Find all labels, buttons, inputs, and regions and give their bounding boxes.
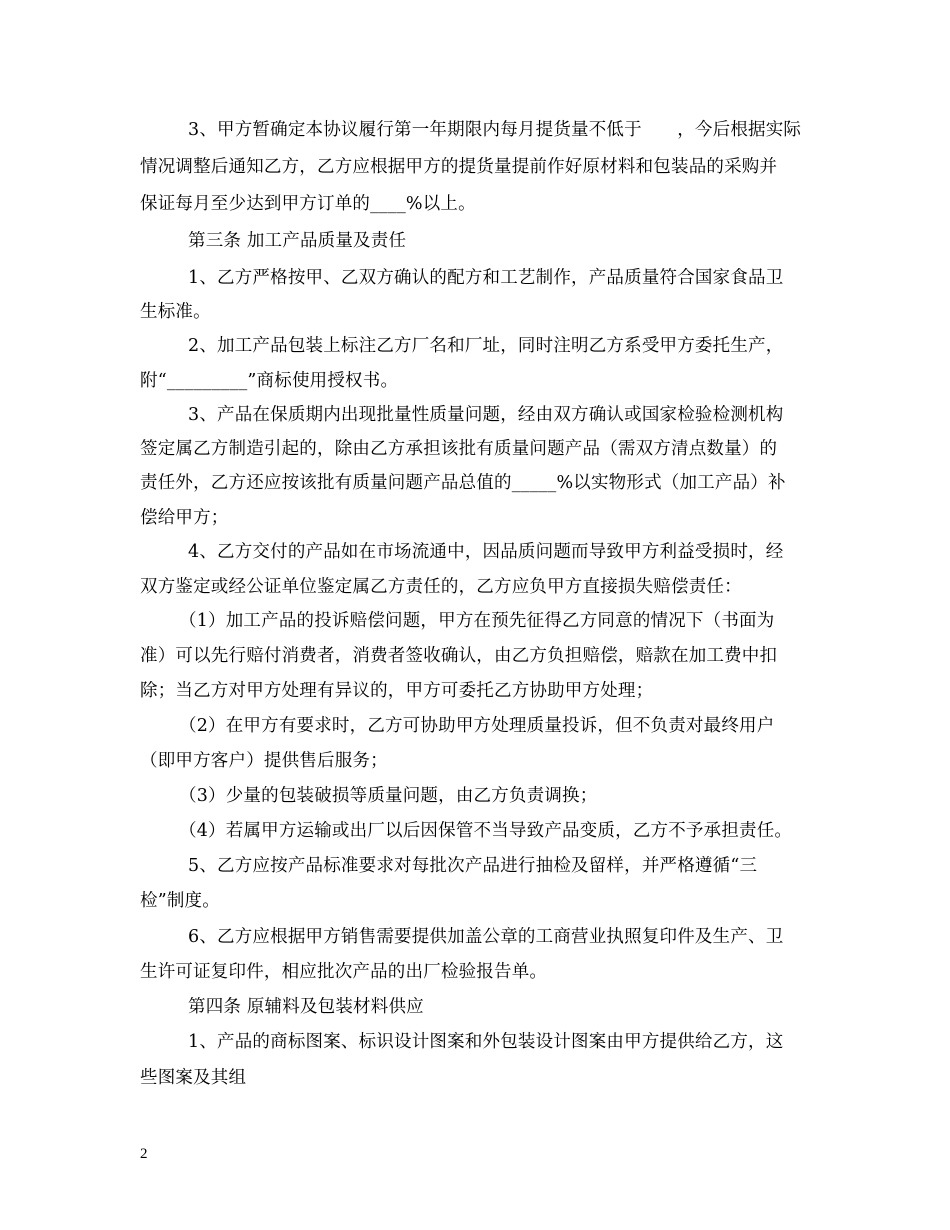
text-line: 2、加工产品包装上标注乙方厂名和厂址，同时注明乙方系受甲方委托生产， bbox=[188, 336, 784, 356]
text-line: 签定属乙方制造引起的，除由乙方承担该批有质量问题产品（需双方清点数量）的 bbox=[140, 439, 778, 459]
text-line: 准）可以先行赔付消费者，消费者签收确认，由乙方负担赔偿，赔款在加工费中扣 bbox=[140, 646, 778, 666]
text-line: 除；当乙方对甲方处理有异议的，甲方可委托乙方协助甲方处理； bbox=[140, 681, 654, 701]
text-line: 情况调整后通知乙方，乙方应根据甲方的提货量提前作好原材料和包装品的采购并 bbox=[140, 157, 778, 177]
text-line: 3、产品在保质期内出现批量性质量问题，经由双方确认或国家检验检测机构 bbox=[188, 405, 784, 425]
text-line: 责任外，乙方还应按该批有质量问题产品总值的_____%以实物形式（加工产品）补 bbox=[140, 473, 786, 493]
text-line: （2）在甲方有要求时，乙方可协助甲方处理质量投诉，但不负责对最终用户 bbox=[179, 716, 775, 736]
text-line: 6、乙方应根据甲方销售需要提供加盖公章的工商营业执照复印件及生产、卫 bbox=[188, 927, 784, 947]
text-line: 检”制度。 bbox=[140, 891, 220, 911]
text-line: 5、乙方应按产品标准要求对每批次产品进行抽检及留样，并严格遵循“三 bbox=[188, 856, 758, 876]
text-line: 偿给甲方； bbox=[140, 508, 229, 528]
text-line: （即甲方客户）提供售后服务； bbox=[140, 751, 388, 771]
text-line: （3）少量的包装破损等质量问题，由乙方负责调换； bbox=[179, 786, 598, 806]
text-line: 生许可证复印件，相应批次产品的出厂检验报告单。 bbox=[140, 962, 548, 982]
text-line: 附“_________”商标使用授权书。 bbox=[140, 371, 399, 391]
text-line: （1）加工产品的投诉赔偿问题，甲方在预先征得乙方同意的情况下（书面为 bbox=[179, 611, 775, 631]
text-line: 4、乙方交付的产品如在市场流通中，因品质问题而导致甲方利益受损时，经 bbox=[188, 542, 784, 562]
section-heading: 第四条 原辅料及包装材料供应 bbox=[188, 997, 424, 1017]
text-line: （4）若属甲方运输或出厂以后因保管不当导致产品变质，乙方不予承担责任。 bbox=[179, 821, 793, 841]
text-line: 1、乙方严格按甲、乙双方确认的配方和工艺制作，产品质量符合国家食品卫 bbox=[188, 268, 784, 288]
text-line: 些图案及其组 bbox=[140, 1068, 247, 1088]
text-line: 1、产品的商标图案、标识设计图案和外包装设计图案由甲方提供给乙方，这 bbox=[188, 1032, 784, 1052]
text-line: 生标准。 bbox=[140, 302, 211, 322]
text-line: 保证每月至少达到甲方订单的____%以上。 bbox=[140, 194, 476, 214]
text-line: 双方鉴定或经公证单位鉴定属乙方责任的，乙方应负甲方直接损失赔偿责任： bbox=[140, 577, 742, 597]
text-line: 3、甲方暂确定本协议履行第一年期限内每月提货量不低于 ，今后根据实际 bbox=[188, 120, 802, 140]
section-heading: 第三条 加工产品质量及责任 bbox=[188, 231, 407, 251]
page-number: 2 bbox=[140, 1146, 148, 1162]
